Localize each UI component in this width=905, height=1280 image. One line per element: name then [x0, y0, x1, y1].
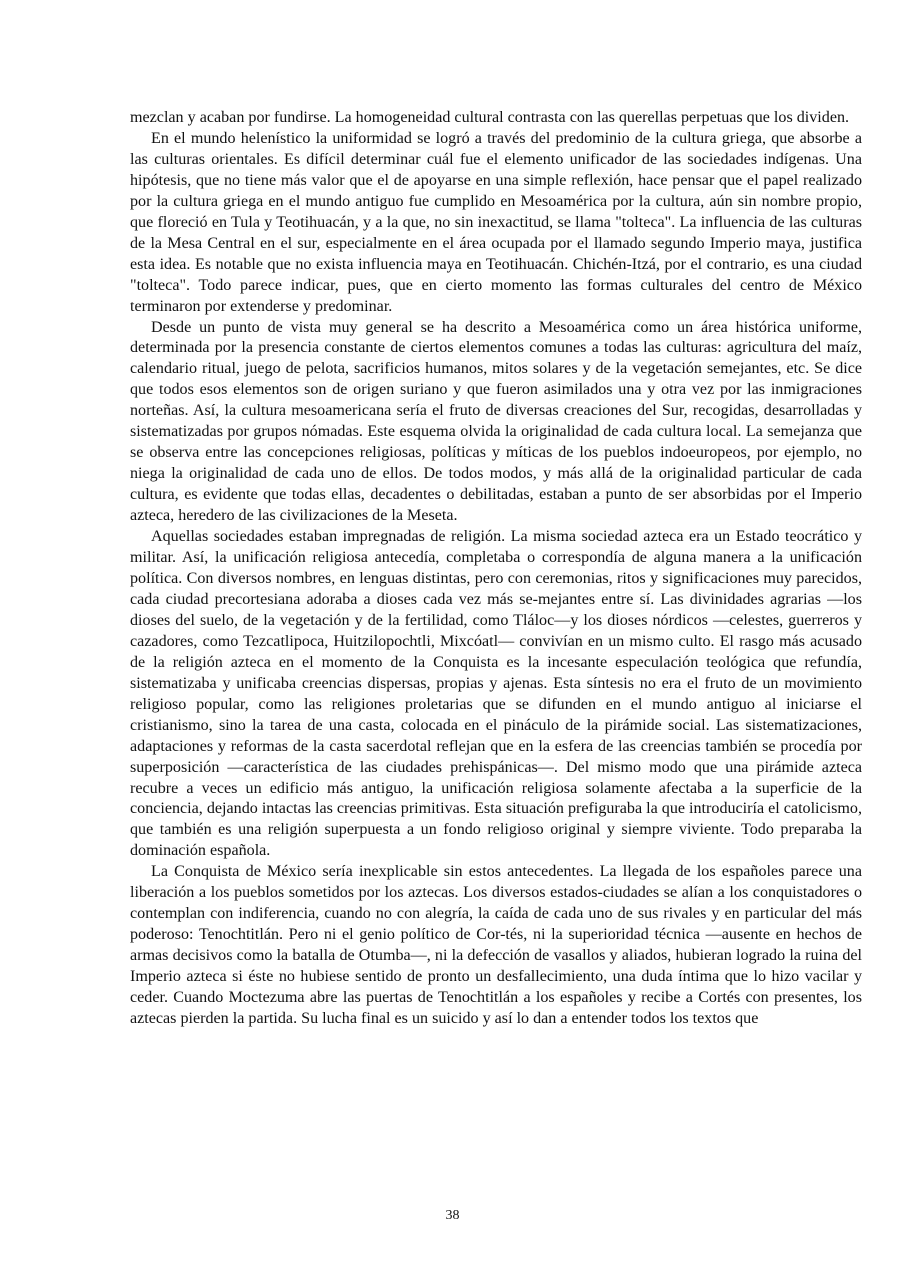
page-number: 38 — [445, 1208, 460, 1223]
page-body — [130, 108, 862, 1030]
paragraph-2: En el mundo helenístico la uniformidad se logró a través del predominio de la cultura griega, que absorbe a las culturas orientales. Es difícil determinar cuál fue el elemento unificador de las sociedades indígenas. Una hipótesis, que no tiene más valor que el de apoyarse en una simple reflexión, hace pensar que el papel realizado por la cultura griega en el mundo antiguo fue cumplido en Mesoamérica por la cultura, aún sin nombre propio, que floreció en Tula y Teotihuacán, y a la que, no sin inexactitud, se llama "tolteca". La influencia de las culturas de la Mesa Central en el sur, especialmente en el área ocupada por el llamado segundo Imperio maya, justifica esta idea. Es notable que no exista influencia maya en Teotihuacán. Chichén-Itzá, por el contrario, es una ciudad "tolteca". Todo parece indicar, pues, que en cierto momento las formas culturales del centro de México terminaron por extenderse y predominar. — [130, 129, 862, 315]
paragraph-5: La Conquista de México sería inexplicable sin estos antecedentes. La llegada de los españoles parece una liberación a los pueblos sometidos por los aztecas. Los diversos estados-ciudades se alían a los conquistadores o contemplan con indiferencia, cuando no con alegría, la caída de cada uno de sus rivales y en particular del más poderoso: Tenochtitlán. Pero ni el genio político de Cor-tés, ni la superioridad técnica —ausente en hechos de armas decisivos como la batalla de Otumba—, ni la defección de vasallos y aliados, hubieran logrado la ruina del Imperio azteca si éste no hubiese sentido de pronto un desfallecimiento, una duda íntima que lo hizo vacilar y ceder. Cuando Moctezuma abre las puertas de Tenochtitlán a los españoles y recibe a Cortés con presentes, los aztecas pierden la partida. Su lucha final es un suicido y así lo dan a entender todos los textos que — [130, 863, 862, 1027]
paragraph-3: Desde un punto de vista muy general se ha descrito a Mesoamérica como un área histórica uniforme, determinada por la presencia constante de ciertos elementos comunes a todas las culturas: agricultura del maíz, calendario ritual, juego de pelota, sacrificios humanos, mitos solares y de la vegetación semejantes, etc. Se dice que todos esos elementos son de origen suriano y que fueron asimilados una y otra vez por las inmigraciones norteñas. Así, la cultura mesoamericana sería el fruto de diversas creaciones del Sur, recogidas, desarrolladas y sistematizadas por grupos nómadas. Este esquema olvida la originalidad de cada cultura local. La semejanza que se observa entre las concepciones religiosas, políticas y míticas de los pueblos indoeuropeos, por ejemplo, no niega la originalidad de cada uno de ellos. De todos modos, y más allá de la originalidad particular de cada cultura, es evidente que todas ellas, decadentes o debilitadas, estaban a punto de ser absorbidas por el Imperio azteca, heredero de las civilizaciones de la Meseta. — [130, 318, 862, 525]
paragraph-4: Aquellas sociedades estaban impregnadas de religión. La misma sociedad azteca era un Estado teocrático y militar. Así, la unificación religiosa antecedía, completaba o correspondía de alguna manera a la unificación política. Con diversos nombres, en lenguas distintas, pero con ceremonias, ritos y significaciones muy parecidos, cada ciudad precortesiana adoraba a dioses cada vez más se-mejantes entre sí. Las divinidades agrarias —los dioses del suelo, de la vegetación y de la fertilidad, como Tláloc—y los dioses nórdicos —celestes, guerreros y cazadores, como Tezcatlipoca, Huitzilopochtli, Mixcóatl— convivían en un mismo culto. El rasgo más acusado de la religión azteca en el momento de la Conquista es la incesante especulación teológica que refundía, sistematizaba y unificaba creencias dispersas, propias y ajenas. Esta síntesis no era el fruto de un movimiento religioso popular, como las religiones proletarias que se difunden en el mundo antiguo al iniciarse el cristianismo, sino la tarea de una casta, colocada en el pináculo de la pirámide social. Las sistematizaciones, adaptaciones y reformas de la casta sacerdotal reflejan que en la esfera de las creencias también se procedía por superposición —característica de las ciudades prehispánicas—. Del mismo modo que una pirámide azteca recubre a veces un edificio más antiguo, la unificación religiosa solamente afectaba a la superficie de la conciencia, dejando intactas las creencias primitivas. Esta situación prefiguraba la que introduciría el catolicismo, que también es una religión superpuesta a un fondo religioso original y siempre viviente. Todo preparaba la dominación española. — [130, 528, 862, 860]
paragraph-1: mezclan y acaban por fundirse. La homogeneidad cultural contrasta con las querellas perpetuas que los dividen. — [130, 109, 850, 126]
